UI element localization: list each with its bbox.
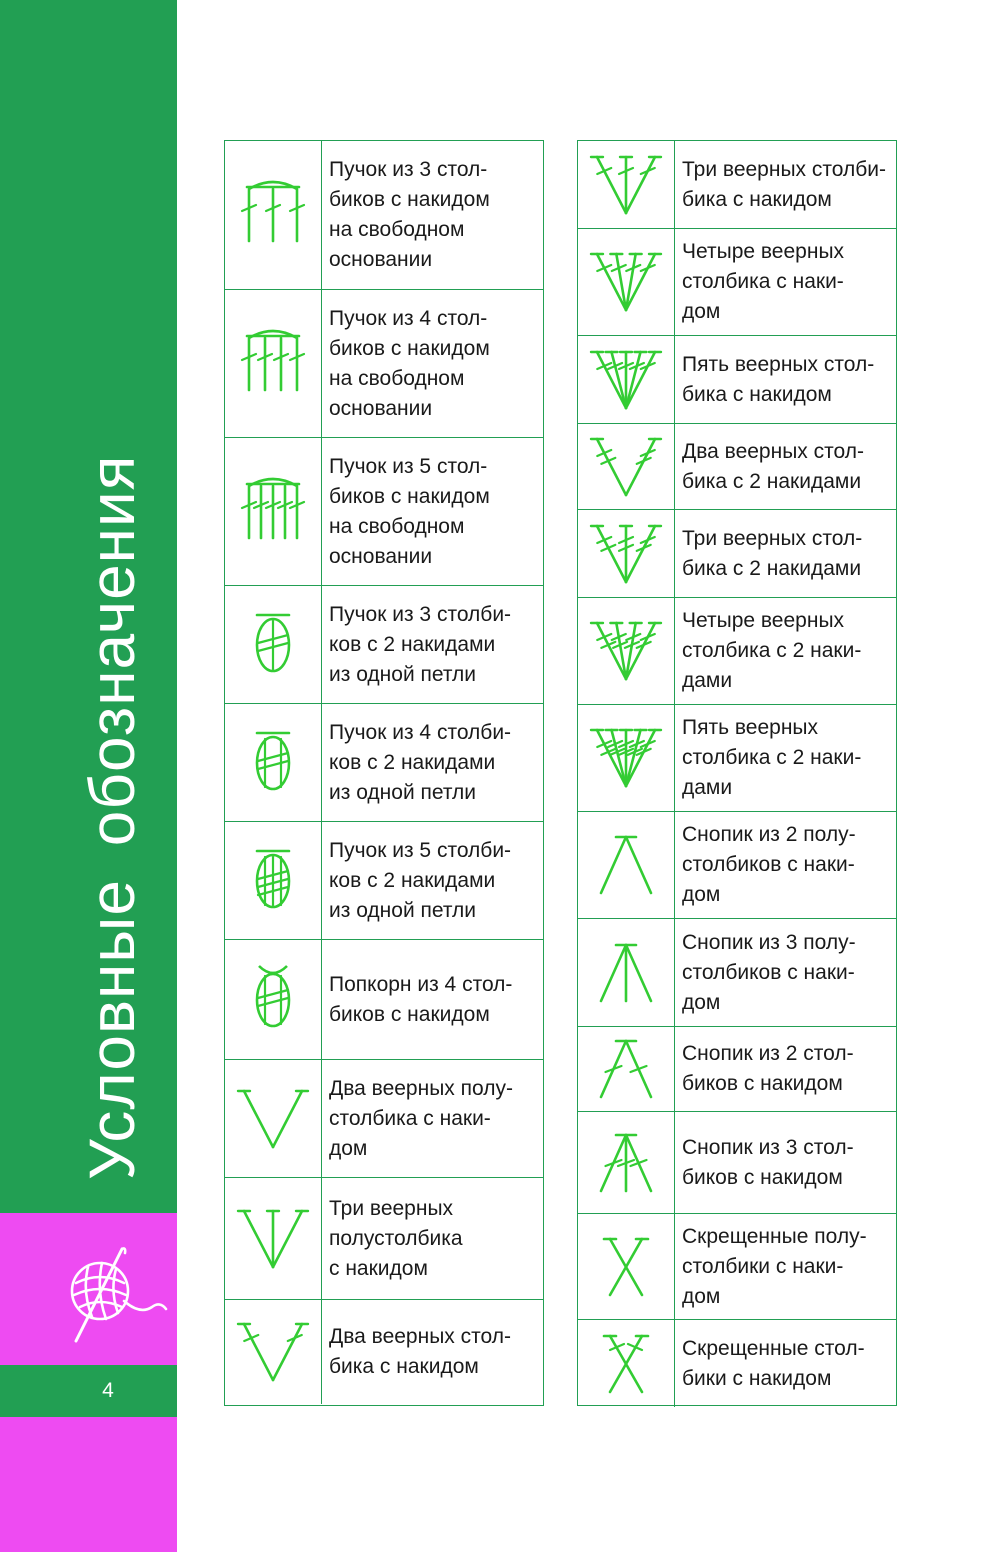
bobble-5-tr-icon: [225, 822, 322, 939]
legend-row: [225, 437, 543, 585]
legend-row: [225, 939, 543, 1059]
page-number: 4: [102, 1379, 114, 1402]
legend-label: Снопик из 2 полу- столбиков с наки- дом: [682, 823, 856, 906]
legend-row: [578, 141, 896, 228]
fan-5-dc-icon: [578, 336, 675, 423]
sheaf-3-dc-icon: [578, 1112, 675, 1213]
legend-row: [578, 335, 896, 423]
legend-row: [578, 811, 896, 918]
legend-row: [578, 597, 896, 704]
legend-row: [578, 704, 896, 811]
fan-3-tr-icon: [578, 510, 675, 597]
legend-row: [578, 509, 896, 597]
legend-label: Пучок из 4 столби- ков с 2 накидами из одной петли: [329, 720, 512, 804]
legend-label: Три веерных стол- бика с 2 накидами: [682, 526, 863, 580]
legend-row: [578, 1319, 896, 1407]
bobble-4-tr-icon: [225, 704, 322, 821]
legend-label: Скрещенные стол- бики с накидом: [682, 1336, 865, 1390]
legend-label: Три веерных столби- бика с накидом: [682, 157, 886, 211]
sheaf-2-dc-icon: [578, 1027, 675, 1111]
legend-label: Пучок из 5 стол- биков с накидом на свободном основании: [329, 454, 490, 568]
yarn-ball-crochet-hook-icon: [60, 1243, 170, 1343]
legend-label: Снопик из 3 полу- столбиков с наки- дом: [682, 930, 856, 1014]
legend-label: Пучок из 3 стол- биков с накидом на свободном основании: [329, 158, 490, 271]
section-title: Условные обозначения: [76, 454, 148, 1180]
popcorn-4-dc-icon: [225, 940, 322, 1059]
fan-3-hdc-icon: [225, 1178, 322, 1299]
left-symbols-table: [224, 140, 544, 1406]
legend-row: [225, 703, 543, 821]
fan-2-dc-icon: [225, 1300, 322, 1404]
legend-row: [578, 228, 896, 335]
legend-row: [225, 289, 543, 437]
cluster-5-dc-icon: [225, 438, 322, 585]
legend-row: [578, 1026, 896, 1111]
legend-label: Попкорн из 4 стол- биков с накидом: [329, 972, 513, 1026]
legend-label: Пять веерных столбика с 2 наки- дами: [682, 716, 862, 799]
legend-label: Три веерных полустолбика с накидом: [329, 1196, 463, 1280]
cluster-3-dc-icon: [225, 141, 322, 289]
fan-2-hdc-icon: [225, 1060, 322, 1177]
legend-label: Пучок из 4 стол- биков с накидом на свободном основании: [329, 306, 490, 420]
legend-row: [225, 821, 543, 939]
crossed-dc-icon: [578, 1320, 675, 1407]
fan-4-dc-icon: [578, 229, 675, 335]
legend-row: [578, 1111, 896, 1213]
fan-5-tr-icon: [578, 705, 675, 811]
legend-row: [225, 1177, 543, 1299]
legend-row: [225, 585, 543, 703]
legend-label: Пять веерных стол- бика с накидом: [682, 352, 875, 406]
legend-label: Пучок из 5 столби- ков с 2 накидами из одной петли: [329, 838, 512, 922]
sheaf-2-hdc-icon: [578, 812, 675, 918]
sidebar-pink-footer: [0, 1417, 177, 1552]
bobble-3-tr-icon: [225, 586, 322, 703]
sheaf-3-hdc-icon: [578, 919, 675, 1026]
legend-row: [225, 1299, 543, 1404]
legend-label: Скрещенные полу- столбики с наки- дом: [682, 1224, 867, 1308]
fan-4-tr-icon: [578, 598, 675, 704]
crossed-hdc-icon: [578, 1214, 675, 1319]
legend-label: Четыре веерных столбика с 2 наки- дами: [682, 609, 862, 692]
legend-label: Снопик из 3 стол- биков с накидом: [682, 1135, 854, 1189]
legend-label: Снопик из 2 стол- биков с накидом: [682, 1042, 854, 1095]
legend-label: Два веерных стол- бика с 2 накидами: [682, 439, 864, 493]
legend-row: [225, 141, 543, 289]
fan-3-dc-icon: [578, 141, 675, 228]
cluster-4-dc-icon: [225, 290, 322, 437]
right-symbols-table: [577, 140, 897, 1406]
legend-label: Два веерных полу- столбика с наки- дом: [329, 1076, 513, 1160]
legend-row: [225, 1059, 543, 1177]
legend-label: Пучок из 3 столби- ков с 2 накидами из одной петли: [329, 602, 512, 686]
legend-label: Четыре веерных столбика с наки- дом: [682, 240, 845, 323]
legend-row: [578, 918, 896, 1026]
fan-2-tr-icon: [578, 424, 675, 509]
legend-row: [578, 423, 896, 509]
legend-row: [578, 1213, 896, 1319]
legend-label: Два веерных стол- бика с накидом: [329, 1325, 511, 1378]
